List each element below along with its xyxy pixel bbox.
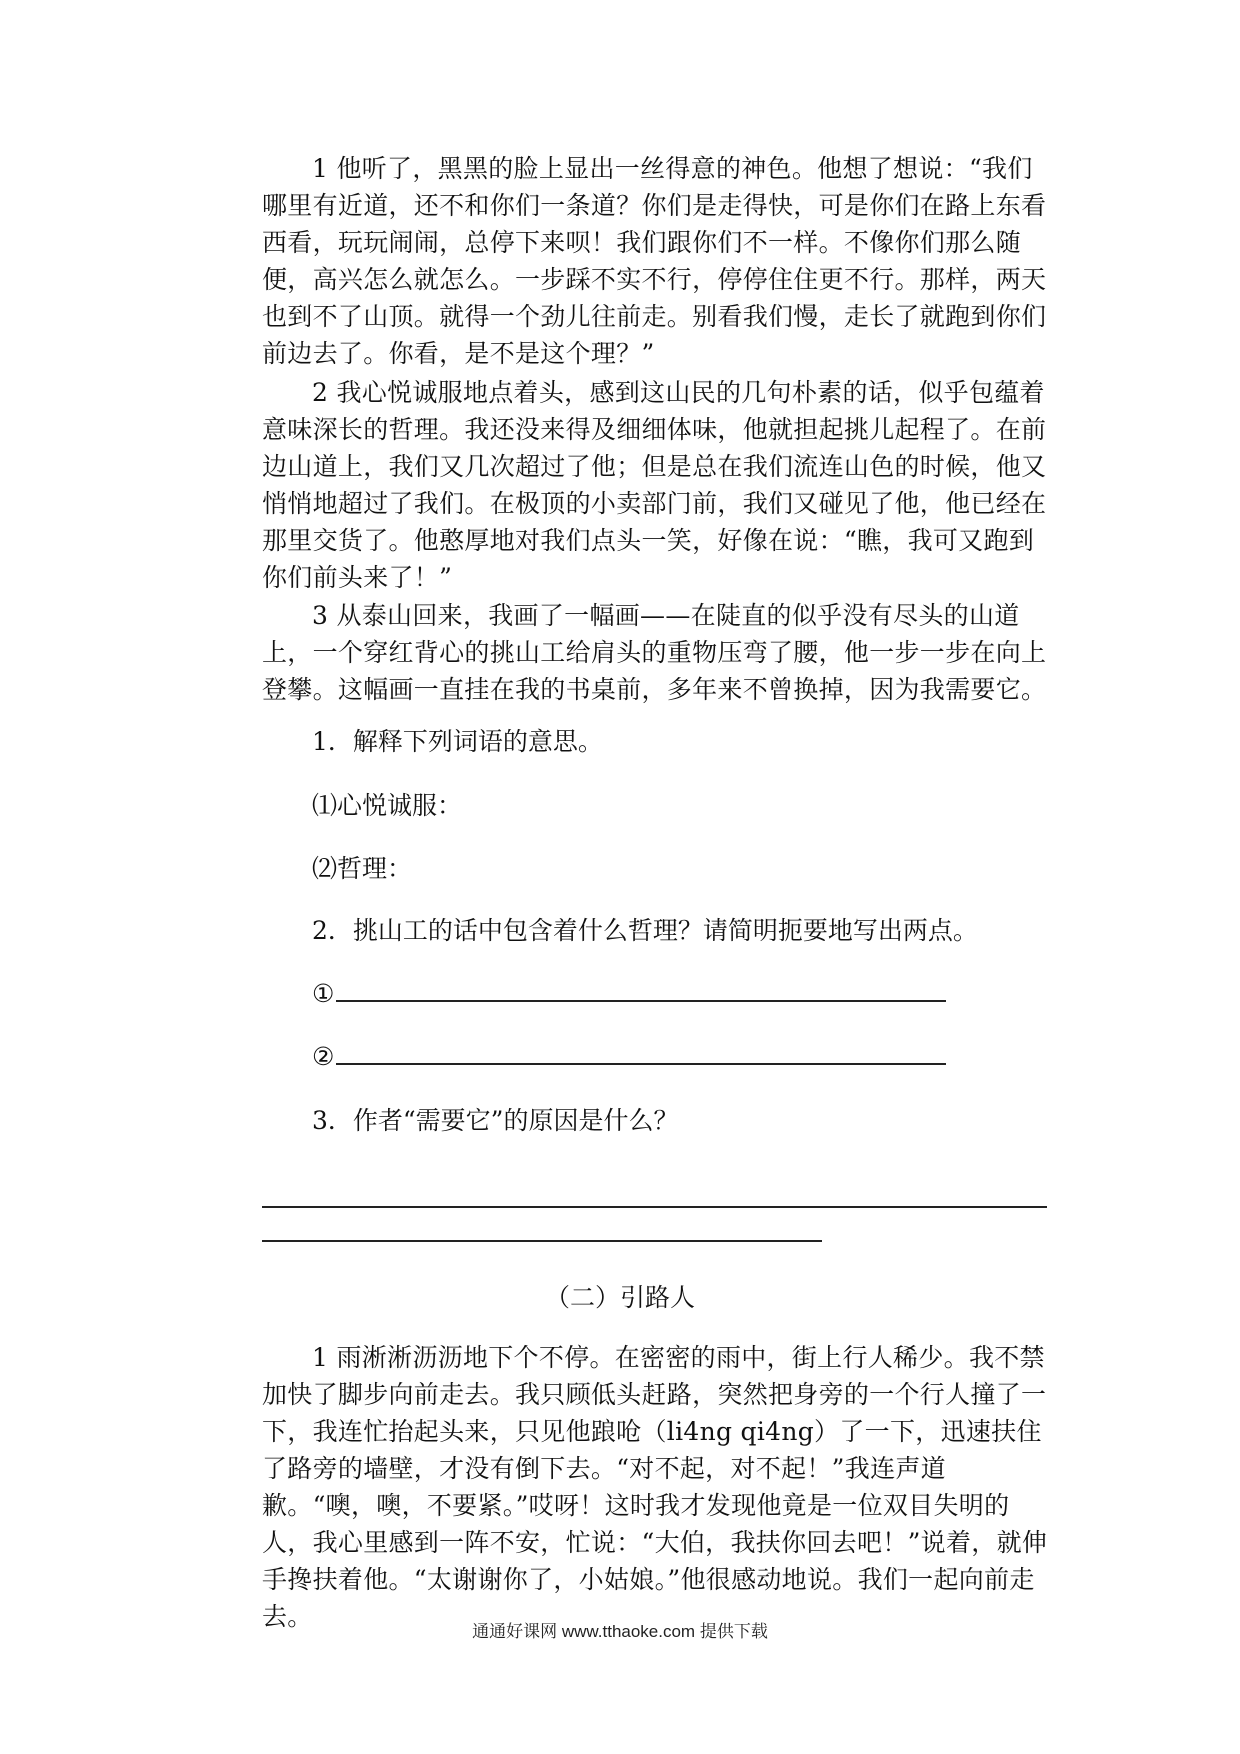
answer-blank-2[interactable] — [336, 1041, 946, 1065]
passage2-paragraph-1: 1 雨淅淅沥沥地下个不停。在密密的雨中，街上行人稀少。我不禁加快了脚步向前走去。我只顾低头赶路，突然把身旁的一个行人撞了一下，我连忙抬起头来，只见他踉呛（li4ng qi4ng）了一下，迅速扶住了路旁的墙壁，才没有倒下去。“对不起，对不起！”我连声道歉。“噢，噢，不要紧。”哎呀！这时我才发现他竟是一位双目失明的人，我心里感到一阵不安，忙说：“大伯，我扶你回去吧！”说着，就伸手搀扶着他。“太谢谢你了，小姑娘。”他很感动地说。我们一起向前走去。 — [262, 1343, 1048, 1631]
answer-marker-2: ② — [312, 1042, 335, 1071]
answer-line-1[interactable] — [312, 975, 946, 1012]
passage1-paragraph-2: 2 我心悦诚服地点着头，感到这山民的几句朴素的话，似乎包蕴着意味深长的哲理。我还没来得及细细体味，他就担起挑儿起程了。在前边山道上，我们又几次超过了他；但是总在我们流连山色的时候，他又悄悄地超过了我们。在极顶的小卖部门前，我们又碰见了他，他已经在那里交货了。他憨厚地对我们点头一笑，好像在说：“瞧，我可又跑到你们前头来了！” — [262, 378, 1047, 592]
question-3: 3．作者“需要它”的原因是什么？ — [312, 1106, 679, 1135]
answer-rule-3a[interactable] — [262, 1206, 1047, 1208]
passage2-title: （二）引路人 — [544, 1283, 695, 1312]
footer-watermark: 通通好课网 www.tthaoke.com 提供下载 — [472, 1622, 768, 1641]
answer-line-2[interactable] — [312, 1038, 946, 1075]
question-1a: ⑴心悦诚服： — [312, 791, 463, 820]
passage1-paragraph-3: 3 从泰山回来，我画了一幅画——在陡直的似乎没有尽头的山道上，一个穿红背心的挑山工给肩头的重物压弯了腰，他一步一步在向上登攀。这幅画一直挂在我的书桌前，多年来不曾换掉，因为我需要它。 — [262, 601, 1047, 704]
question-2: 2．挑山工的话中包含着什么哲理？请简明扼要地写出两点。 — [312, 916, 978, 945]
passage1-paragraph-1: 1 他听了，黑黑的脸上显出一丝得意的神色。他想了想说：“我们哪里有近道，还不和你们一条道？你们是走得快，可是你们在路上东看西看，玩玩闹闹，总停下来呗！我们跟你们不一样。不像你们那么随便，高兴怎么就怎么。一步踩不实不行，停停住住更不行。那样，两天也到不了山顶。就得一个劲儿往前走。别看我们慢，走长了就跑到你们前边去了。你看，是不是这个理？” — [262, 154, 1047, 368]
answer-rule-3b[interactable] — [262, 1240, 822, 1242]
question-1b: ⑵哲理： — [312, 854, 413, 883]
answer-marker-1: ① — [312, 979, 335, 1008]
question-1: 1．解释下列词语的意思。 — [312, 727, 603, 756]
answer-blank-1[interactable] — [336, 978, 946, 1002]
